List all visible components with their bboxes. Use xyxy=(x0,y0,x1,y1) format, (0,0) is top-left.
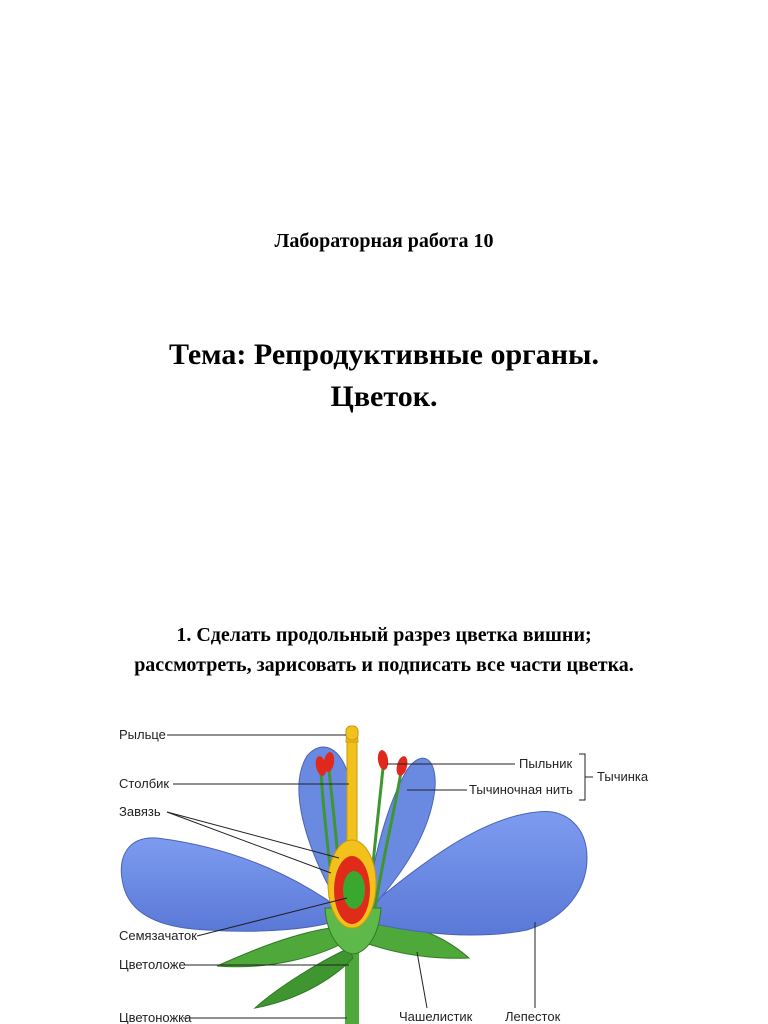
topic-heading xyxy=(0,334,768,418)
topic-line-1: Тема: Репродуктивные органы. xyxy=(169,338,599,371)
label-stamen: Тычинка xyxy=(597,769,649,784)
ovule-shape xyxy=(343,871,365,909)
label-ovule: Семязачаток xyxy=(119,928,197,943)
task-line-1: 1. Сделать продольный разрез цветка вишни; xyxy=(176,624,592,646)
label-ovary: Завязь xyxy=(119,804,161,819)
label-anther: Пыльник xyxy=(519,756,573,771)
petal-left xyxy=(121,838,339,931)
label-stigma: Рыльце xyxy=(119,727,166,742)
label-filament: Тычиночная нить xyxy=(469,782,573,797)
label-sepal: Чашелистик xyxy=(399,1009,473,1024)
label-receptacle: Цветоложе xyxy=(119,957,186,972)
task-line-2: рассмотреть, зарисовать и подписать все части цветка. xyxy=(134,654,634,676)
flower-diagram xyxy=(117,708,651,1024)
label-pedicel: Цветоножка xyxy=(119,1010,192,1024)
task-text xyxy=(0,620,768,680)
stigma-top xyxy=(346,726,358,740)
topic-line-2: Цветок. xyxy=(330,380,438,413)
lab-title: Лабораторная работа 10 xyxy=(274,230,494,252)
label-style: Столбик xyxy=(119,776,170,791)
label-petal: Лепесток xyxy=(505,1009,561,1024)
anther-3 xyxy=(377,749,390,770)
